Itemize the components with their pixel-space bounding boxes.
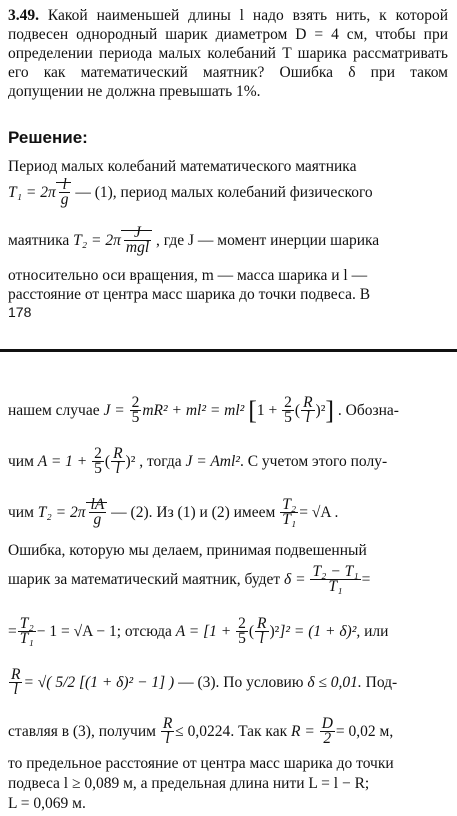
- solution-line-11: = $\frac{\text{T₂}}{\text{T₁}}$ − 1 = √A − 1; отсюда A = [1 + $\frac{2}{5}$ ( $\frac{R}{l}$ )²]² = (1 + δ)², или: [8, 615, 389, 647]
- solution-line-13: ставляя в (3), получим $\frac{R}{l}$ ≤ 0,0224. Так как R = $\frac{D}{2}$ = 0,02 м,: [8, 715, 394, 747]
- solution-line-15: подвеса l ≥ 0,089 м, а предельная длина нити L = l − R;: [8, 775, 370, 792]
- solution-line-7: чим A = 1 + $\frac{2}{5}$ ( $\frac{R}{l}$ )² , тогда J = Aml². С учетом этого полу-: [8, 445, 388, 477]
- solution-text-3b: , где J — момент инерции шарика: [156, 232, 380, 249]
- solution-heading: Решение:: [8, 128, 88, 147]
- solution-line-8: чим T₂ = 2π $\frac{lA}{g}$ — (2). Из (1) и (2) имеем $\frac{\text{T₂}}{\text{T₁}}$ = √A .: [8, 496, 339, 528]
- solution-line-3: [8, 226, 453, 255]
- solution-line-16: L = 0,069 м.: [8, 795, 86, 812]
- page-divider: [0, 349, 457, 352]
- solution-text-3a: маятника: [8, 232, 70, 249]
- solution-line-2: [8, 178, 453, 207]
- solution-line-6: нашем случае J = $\frac{2}{5}$ mR² + ml² = ml² [1 + $\frac{2}{5}$ ( $\frac{R}{l}$ )²] . Обозна-: [8, 394, 399, 426]
- solution-line-5: расстояние от центра масс шарика до точки подвеса. В: [8, 286, 371, 303]
- solution-line-12: $\frac{R}{l}$ = √( 5/2 [(1 + δ)² − 1] ) — (3). По условию δ ≤ 0,01. Под-: [11, 666, 398, 698]
- page-number: 178: [8, 304, 32, 320]
- solution-line-14: то предельное расстояние от центра масс шарика до точки: [8, 755, 394, 772]
- problem-number: 3.49.: [8, 7, 39, 24]
- solution-line-10: шарик за математический маятник, будет δ = $\frac{\text{T₂ − T₁}}{\text{T₁}}$ =: [8, 563, 371, 595]
- solution-line-4: относительно оси вращения, m — масса шарика и l —: [8, 267, 368, 284]
- solution-text-2: — (1), период малых колебаний физического: [75, 184, 373, 201]
- formula-T1: T₁ = 2π: [8, 184, 56, 201]
- sqrt-J-over-mgl: $\frac{J}{\text{mgl}}$: [121, 230, 152, 248]
- sqrt-l-over-g: $\frac{l}{g}$: [56, 182, 72, 200]
- formula-T2: T₂ = 2π: [73, 232, 121, 249]
- problem-statement: [8, 6, 448, 101]
- solution-line-9: Ошибка, которую мы делаем, принимая подвешенный: [8, 542, 367, 559]
- problem-text: Какой наименьшей длины l надо взять нить, к которой подвесен однородный шарик диаметром D = 4 см, чтобы при определении периода малых колебаний T шарика рассматривать его как математический маятник? Ошибка δ при таком допущении не должна превышать 1%.: [8, 7, 448, 100]
- solution-line-1: Период малых колебаний математического маятника: [8, 158, 357, 175]
